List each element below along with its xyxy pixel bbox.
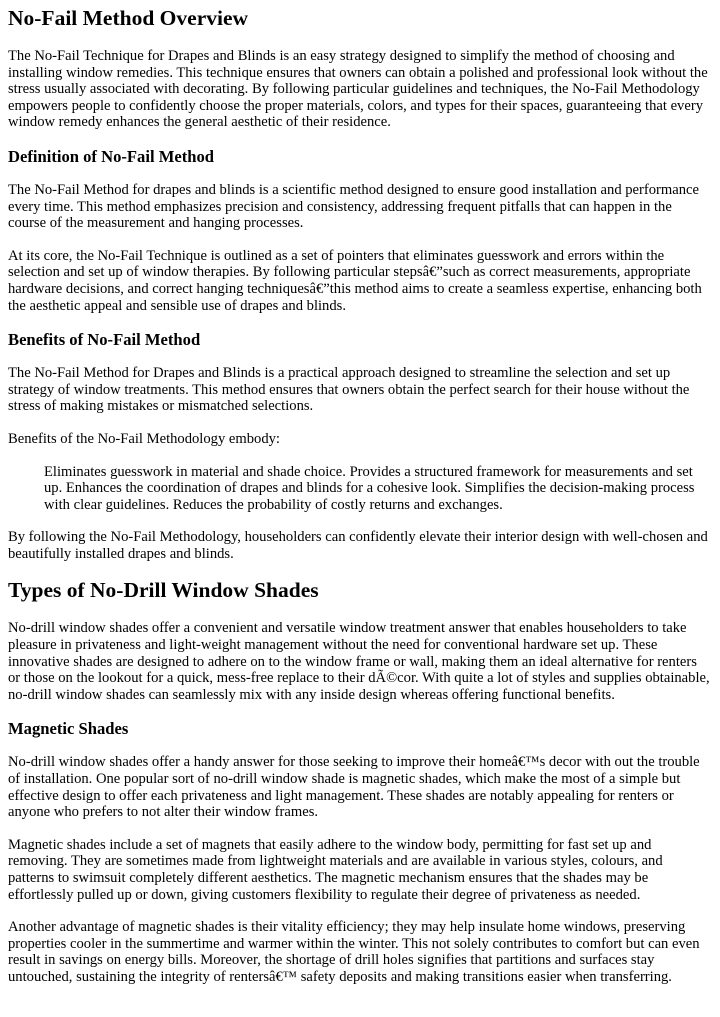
benefits-list-quote: Eliminates guesswork in material and shade choice. Provides a structured framework for measurements and set up. Enhances the coordination of drapes and blinds for a cohesive look. Simplifies the decision-making process with clear guidelines. Reduces the probability of costly returns and exchanges. [44,463,695,513]
magnetic-paragraph-3: Another advantage of magnetic shades is their vitality efficiency; they may help insulate home windows, preserving properties cooler in the summertime and warmer within the winter. This not solely contributes to comfort but can even result in savings on energy bills. Moreover, the shortage of drill holes signifies that partitions and surfaces stay untouched, sustaining the integrity of rentersâ€™ safety deposits and making transitions easier when transferring. [8,919,700,985]
benefits-paragraph-1: The No-Fail Method for Drapes and Blinds is a practical approach designed to streamline the selection and set up strategy of window treatments. This method ensures that owners obtain the perfect search for their house without the stress of making mistakes or mismatched selections. [8,365,690,415]
subheading-magnetic-shades: Magnetic Shades [8,719,129,739]
no-drill-intro-paragraph: No-drill window shades offer a convenient and versatile window treatment answer that enables householders to take pleasure in privateness and light-weight management without the need for conventional hardware set up. These innovative shades are designed to adhere on to the window frame or wall, making them an ideal alternative for renters or those on the lookout for a quick, mess-free replace to their dÃ©cor. With quite a lot of styles and supplies obtainable, no-drill window shades can seamlessly mix with any inside design whereas offering functional benefits. [8,620,710,703]
section-heading-no-drill-shades: Types of No-Drill Window Shades [8,578,319,603]
overview-paragraph: The No-Fail Technique for Drapes and Blinds is an easy strategy designed to simplify the method of choosing and installing window remedies. This technique ensures that owners can obtain a polished and professional look without the stress usually associated with decorating. By following particular guidelines and techniques, the No-Fail Methodology empowers people to confidently choose the proper materials, colors, and types for their spaces, guaranteeing that every window remedy enhances the general aesthetic of their residence. [8,48,708,131]
definition-paragraph-2: At its core, the No-Fail Technique is outlined as a set of pointers that eliminates guesswork and errors within the selection and set up of window therapies. By following particular stepsâ€”such as correct measurements, appropriate hardware decisions, and correct hanging techniquesâ€”this method aims to create a seamless expertise, enhancing both the aesthetic appeal and sensible use of drapes and blinds. [8,247,702,314]
subheading-definition: Definition of No-Fail Method [8,146,215,166]
benefits-closing-paragraph: By following the No-Fail Methodology, householders can confidently elevate their interior design with well-chosen and beautifully installed drapes and blinds. [8,529,708,562]
subheading-benefits: Benefits of No-Fail Method [8,330,201,350]
magnetic-paragraph-1: No-drill window shades offer a handy answer for those seeking to improve their homeâ€™s decor with out the trouble of installation. One popular sort of no-drill window shade is magnetic shades, which make the most of a simple but effective design to offer each privateness and light management. These shades are notably appealing for renters or anyone who prefers to not alter their window frames. [8,754,700,821]
benefits-paragraph-2: Benefits of the No-Fail Methodology embody: [8,430,280,447]
magnetic-paragraph-2: Magnetic shades include a set of magnets that easily adhere to the window body, permitting for fast set up and removing. They are sometimes made from lightweight materials and are available in various styles, colours, and patterns to swimsuit completely different aesthetics. The magnetic mechanism ensures that the shades may be effortlessly pulled up or down, giving customers flexibility to regulate their degree of privateness as needed. [8,836,663,903]
definition-paragraph-1: The No-Fail Method for drapes and blinds is a scientific method designed to ensure good installation and performance every time. This method emphasizes precision and consistency, addressing frequent pitfalls that can happen in the course of the measurement and hanging processes. [8,181,699,232]
section-heading-overview: No-Fail Method Overview [8,6,249,30]
